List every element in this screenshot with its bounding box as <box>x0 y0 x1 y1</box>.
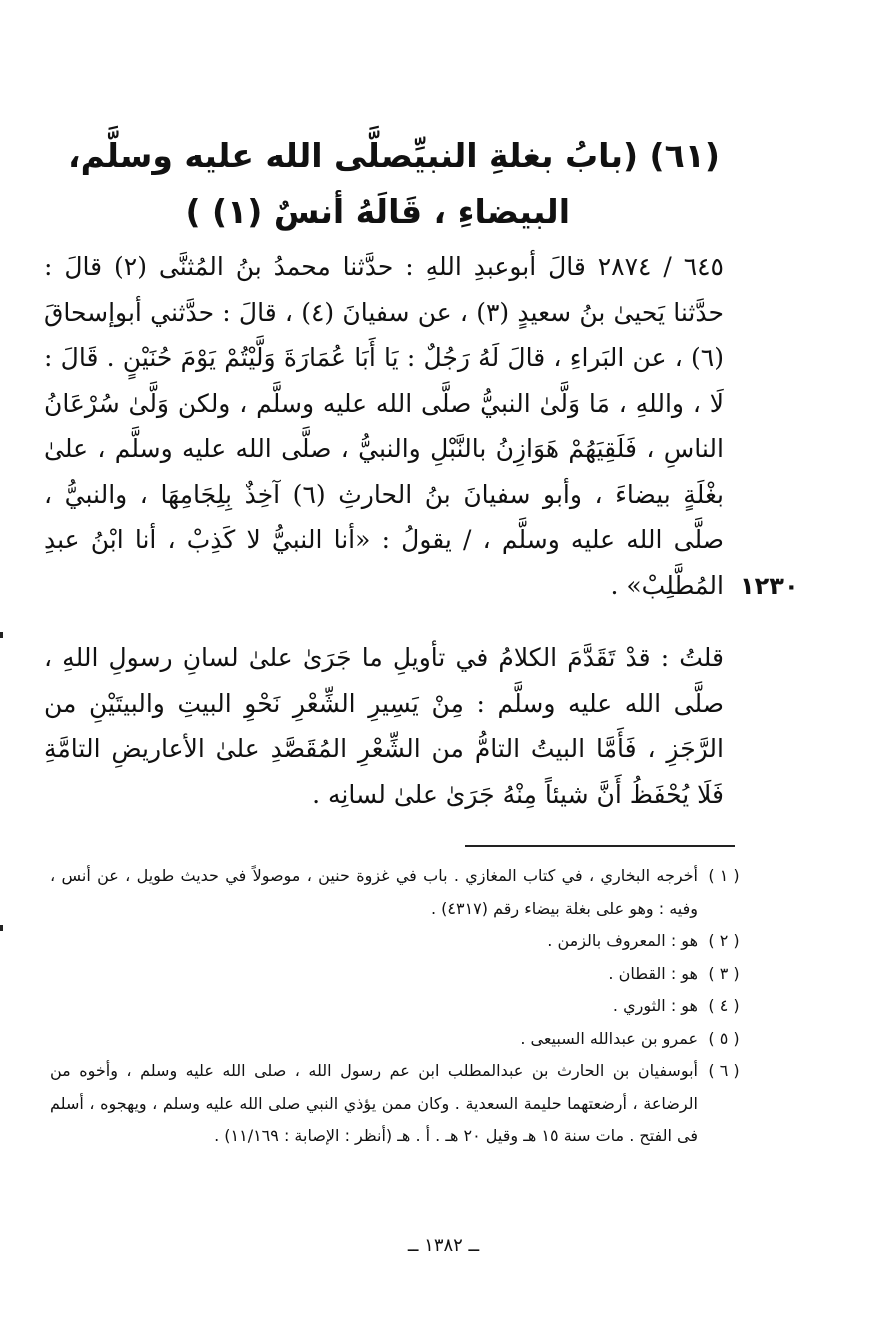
footnote-text: عمرو بن عبدالله السبيعى . <box>520 1028 698 1048</box>
footnote <box>50 1023 750 1056</box>
footnote-separator <box>465 845 735 847</box>
chapter-heading-line-1: (٦١) (بابُ بغلةِ النبيِّصلَّى الله عليه وسلَّم، <box>68 136 720 175</box>
footnote-number: ( ٥ ) <box>708 1028 740 1048</box>
chapter-heading <box>40 128 720 240</box>
hadith-text: ٦٤٥ / ٢٨٧٤ قالَ أبوعبدِ اللهِ : حدَّثنا محمدُ بنُ المُثنَّى (٢) قالَ : حدَّثنا يَحيىٰ بنُ سعيدٍ (٣) ، عن سفيانَ (٤) ، قالَ : حدَّثني أبوإسحاقَ (٦) ، عن البَراءِ ، قالَ لَهُ رَجُلٌ : يَا أَبَا عُمَارَةَ وَلَّيْتُمْ يَوْمَ حُنَيْنٍ . قَالَ : لَا ، واللهِ ، مَا وَلَّىٰ النبيُّ صلَّى الله عليه وسلَّم ، ولكن وَلَّىٰ سُرْعَانُ الناسِ ، فَلَقِيَهُمْ هَوَازِنُ بالنَّبْلِ والنبيُّ ، صلَّى الله عليه وسلَّم ، علىٰ بغْلَةٍ بيضاءَ ، وأبو سفيانَ بنُ الحارثِ (٦) آخِذٌ بِلِجَامِهَا ، والنبيُّ ، صلَّى الله عليه وسلَّم ، / يقولُ : «أنا النبيُّ لا كَذِبْ ، أنا ابْنُ عبدِ المُطَّلِبْ» . <box>44 252 725 600</box>
margin-reference-number: ١٢٣٠ <box>740 572 799 600</box>
footnote <box>50 958 750 991</box>
commentary-text: قلتُ : قدْ تَقَدَّمَ الكلامُ في تأويلِ ما جَرَىٰ علىٰ لسانِ رسولِ اللهِ ، صلَّى الله عليه وسلَّم : مِنْ يَسِيرِ الشِّعْرِ نَحْوِ البيتِ والبيتَيْنِ من الرَّجَزِ ، فَأَمَّا البيتُ التامُّ من الشِّعْرِ المُقَصَّدِ علىٰ الأعاريضِ التامَّةِ فَلَا يُحْفَظُ أَنَّ شيئاً مِنْهُ جَرَىٰ علىٰ لسانِه . <box>44 643 724 809</box>
footnote-number: ( ٤ ) <box>708 996 740 1015</box>
footnote-text: هو : الثوري . <box>612 996 698 1015</box>
footnote <box>50 1055 750 1153</box>
scan-edge-mark <box>0 925 3 931</box>
footnote-text: أبوسفيان بن الحارث بن عبدالمطلب ابن عم رسول الله ، صلى الله عليه وسلم ، وأخوه من الرضاعة ، أرضعتهما حليمة السعدية . وكان ممن يؤذي النبي صلى الله عليه وسلم ، ويهجوه ، أسلم فى الفتح . مات سنة ١٥ هـ وقيل ٢٠ هـ . أ . هـ (أنظر : الإصابة : ١١/١٦٩) . <box>50 1061 698 1145</box>
footnote-number: ( ٦ ) <box>708 1061 740 1080</box>
footnote-text: هو : القطان . <box>608 963 698 983</box>
page-number: ــ ١٣٨٢ ــ <box>407 1235 480 1256</box>
chapter-heading-line-2: البيضاءِ ، قَالَهُ أنسٌ (١) ) <box>185 192 570 231</box>
footnote <box>50 860 750 925</box>
footnote <box>50 925 750 958</box>
footnote-number: ( ١ ) <box>708 866 740 885</box>
footnote <box>50 990 750 1023</box>
footnote-number: ( ٢ ) <box>708 931 740 950</box>
footnote-text: هو : المعروف بالزمن . <box>547 931 698 950</box>
scan-edge-mark <box>0 632 3 638</box>
footnote-text: أخرجه البخاري ، في كتاب المغازي . باب في غزوة حنين ، موصولاً في حديث طويل ، عن أنس ، وفيه : وهو على بغلة بيضاء رقم (٤٣١٧) . <box>50 866 698 918</box>
footnotes <box>50 860 750 1153</box>
footnote-number: ( ٣ ) <box>708 963 740 983</box>
